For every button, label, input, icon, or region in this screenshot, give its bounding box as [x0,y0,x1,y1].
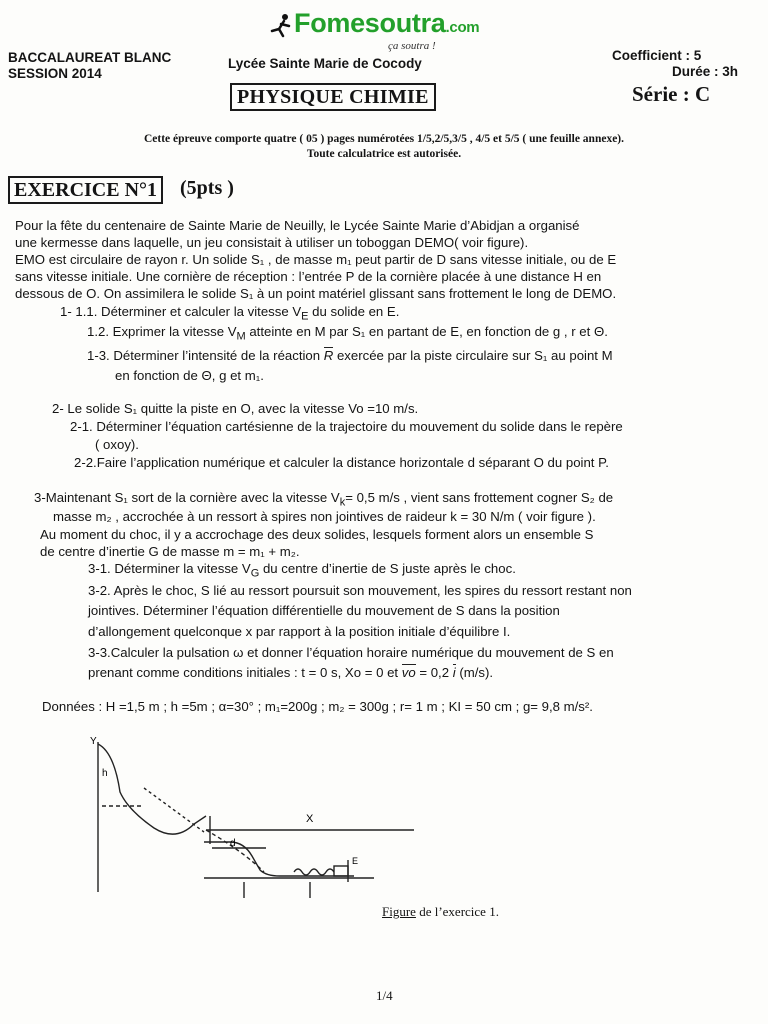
corner-track [204,842,354,876]
site-logo [268,8,518,58]
question-3-1: 3-1. Déterminer la vitesse $V_G$ du centre d’inertie de S juste après le choc. [88,561,516,580]
exam-meta [612,48,738,80]
question-3-3-line-2: prenant comme conditions initiales : t = 0 s, Xo = 0 et vo = 0,2 i (m/s). [88,665,494,680]
question-2: 2- Le solide S₁ quitte la piste en O, avec la vitesse Vo =10 m/s. [52,401,419,416]
slide-track [98,744,206,834]
logo-tagline: ça soutra ! [388,40,436,52]
exercise-figure [84,732,464,902]
solid-s2 [334,866,348,876]
subject-title: PHYSIQUE CHIMIE [230,83,436,111]
notice-calculator: Toute calculatrice est autorisée. [306,148,462,160]
exam-info [8,50,171,82]
question-3-3: 3-3.Calculer la pulsation ω et donner l’équation horaire numérique du mouvement de S en [88,645,614,660]
question-3-line-2: masse m₂ , accrochée à un ressort à spires non jointives de raideur k = 30 N/m ( voir figure ). [53,509,596,524]
intro-line-2: une kermesse dans laquelle, un jeu consistait à utiliser un toboggan DEMO( voir figure). [15,235,529,250]
trajectory-dash [206,830,264,872]
question-3-2: 3-2. Après le choc, S lié au ressort poursuit son mouvement, les spires du ressort restant non [88,583,632,598]
question-2-1: 2-1. Déterminer l’équation cartésienne de la trajectoire du mouvement du solide dans le repère [70,419,623,434]
exercise-points: (5pts ) [180,177,234,199]
runner-icon [268,12,294,38]
intro-line-3: EMO est circulaire de rayon r. Un solide S₁ , de masse m₁ peut partir de D sans vitesse initiale, ou de E [15,252,617,267]
question-1-3: 1-3. Déterminer l’intensité de la réaction R exercée par la piste circulaire sur S₁ au point M [87,348,613,363]
intro-line-5: dessous de O. On assimilera le solide S₁ à un point matériel glissant sans frottement le long de DEMO. [15,286,617,301]
intro-line-1: Pour la fête du centenaire de Sainte Marie de Neuilly, le Lycée Sainte Marie d’Abidjan a organisé [15,218,580,233]
question-3-2-line-3: d’allongement quelconque x par rapport à la position initiale d’équilibre I. [88,624,511,639]
question-3-2-line-2: jointives. Déterminer l’équation différentielle du mouvement de S dans la position [88,603,560,618]
data-line: Données : H =1,5 m ; h =5m ; α=30° ; m₁=200g ; m₂ = 300g ; r= 1 m ; KI = 50 cm ; g= 9,8 m/s². [42,699,593,714]
page-number: 1/4 [376,988,393,1003]
serie-label: Série : C [632,82,711,106]
question-3: 3-Maintenant S₁ sort de la cornière avec la vitesse $V_k= 0,5$ m/s , vient sans frottement cogner S₂ de [34,490,614,509]
question-1-3-cont: en fonction de Θ, g et m₁. [115,368,264,383]
question-2-2: 2-2.Faire l’application numérique et calculer la distance horizontale d séparant O du point P. [74,455,609,470]
question-1-1: 1- 1.1. Déterminer et calculer la vitesse $V_E$ du solide en E. [60,304,400,323]
notice-pages: Cette épreuve comporte quatre ( 05 ) pages numérotées 1/5,2/5,3/5 , 4/5 et 5/5 ( une feuille annexe). [143,133,625,145]
coefficient: Coefficient : 5 [612,48,702,63]
logo-name: Fomesoutra.com [294,8,480,38]
y-axis-label: Y [90,736,97,747]
d-label: d [230,838,236,849]
h-label: h [102,768,108,779]
exam-notice [0,132,768,162]
question-3-line-4: de centre d’inertie G de masse m = m₁ + m₂. [40,544,300,559]
exam-title: BACCALAUREAT BLANC [8,50,172,65]
spring [294,869,334,875]
duration: Durée : 3h [672,64,739,79]
question-2-1-cont: ( oxoy). [95,437,139,452]
x-axis-label: X [306,813,314,825]
school-name: Lycée Sainte Marie de Cocody [228,56,422,71]
radius-dash [144,788,204,832]
figure-caption: Figure de l’exercice 1. [382,904,499,919]
exam-session: SESSION 2014 [8,66,102,81]
question-3-line-3: Au moment du choc, il y a accrochage des deux solides, lesquels forment alors un ensemble S [40,527,594,542]
exercise-title: EXERCICE N°1 [8,176,163,204]
e-label: E [352,856,359,866]
intro-line-4: sans vitesse initiale. Une cornière de réception : l’entrée P de la cornière placée à une distance H en [15,269,602,284]
question-1-2: 1.2. Exprimer la vitesse $V_M$ atteinte en M par S₁ en partant de E, en fonction de g , r et Θ. [87,324,608,343]
